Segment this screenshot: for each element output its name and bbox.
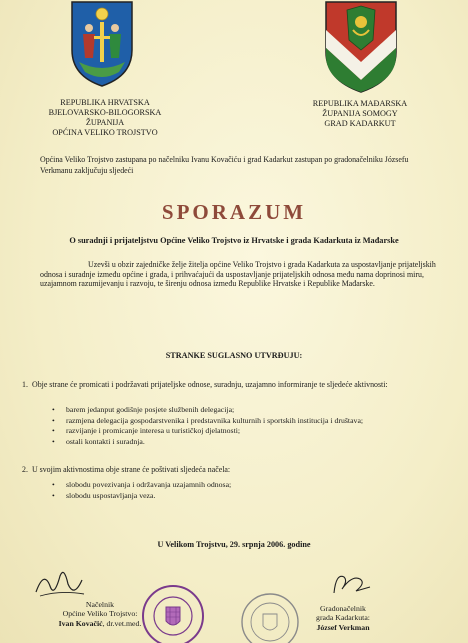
list-item: • slobodu povezivanja i održavanja uzajamnih odnosa; (52, 480, 442, 491)
signer-role: Gradonačelnik (320, 604, 366, 613)
kadarkut-coat-of-arms (323, 0, 399, 94)
signer-name-line (288, 623, 398, 632)
signer-right (288, 604, 398, 632)
preamble-paragraph: Uzevši u obzir zajedničke želje žitelja općine Veliko Trojstvo i grada Kadarkuta za uspostavljanje prijateljskih odnosa i suradnje između općine i grada, i prihvaćajući da uspostavljanje prijateljskih odnosa među nama doprinosi miru, uzajamnom razumijevanju i razvoju, te širenju odnosa između Republike Hrvatske i Republike Mađarske. (40, 260, 436, 289)
signer-name: József Verkman (316, 622, 370, 632)
header-right-line: ŽUPANIJA SOMOGY (322, 109, 398, 118)
agreement-item-1 (22, 380, 440, 390)
agreement-item-2 (22, 465, 440, 475)
header-right (298, 99, 422, 129)
right-signature (326, 567, 376, 605)
list-item: • razmjena delegacija gospodarstvenika i predstavnika kulturnih i sportskih institucija i društava; (52, 416, 442, 427)
date-line: U Velikom Trojstvu, 29. srpnja 2006. godine (157, 540, 311, 549)
header-left-line: BJELOVARSKO-BILOGORSKA ŽUPANIJA (48, 108, 162, 127)
left-signature (30, 562, 90, 604)
header-left-line: REPUBLIKA HRVATSKA (60, 98, 150, 107)
header-right-line: GRAD KADARKUT (324, 119, 396, 128)
header-left (40, 98, 170, 138)
intro-text: Općina Veliko Trojstvo zastupana po načelniku Ivanu Kovačiću i grad Kadarkut zastupan po gradonačelniku Józsefu Verkmanu zaključuju sljedeći (40, 155, 409, 175)
signer-name: Ivan Kovačić (58, 618, 103, 628)
list-item: • barem jedanput godišnje posjete službenih delegacija; (52, 405, 442, 416)
item-number: 1. (22, 380, 28, 389)
signer-org: Općine Veliko Trojstvo: (62, 609, 138, 619)
item-number: 2. (22, 465, 28, 474)
item-1-bullets (52, 405, 442, 447)
signer-role: Načelnik (85, 600, 115, 609)
header-right-line: REPUBLIKA MAĐARSKA (312, 99, 408, 108)
item-2-bullets (52, 480, 442, 501)
list-item: • razvijanje i promicanje interesa u turističkoj djelatnosti; (52, 426, 442, 437)
document-title: SPORAZUM (161, 200, 307, 224)
list-item: • ostali kontakti i suradnja. (52, 437, 442, 448)
signer-left (30, 600, 170, 628)
signer-suffix: , dr.vet.med. (102, 618, 142, 628)
veliko-trojstvo-coat-of-arms (69, 0, 135, 88)
signer-org: grada Kadarkuta: (316, 613, 370, 623)
header-left-line: OPĆINA VELIKO TROJSTVO (52, 128, 158, 137)
item-text: Obje strane će promicati i podržavati prijateljske odnose, suradnju, uzajamno informiranje te sljedeće aktivnosti: (32, 380, 388, 389)
section-title: STRANKE SUGLASNO UTVRĐUJU: (165, 351, 303, 360)
item-text: U svojim aktivnostima obje strane će poštivati sljedeća načela: (32, 465, 231, 474)
document-subtitle: O suradnji i prijateljstvu Općine Veliko Trojstvo iz Hrvatske i grada Kadarkuta iz Mađarske (69, 236, 399, 245)
signer-name-line (30, 619, 170, 628)
list-item: • slobodu uspostavljanja veza. (52, 491, 442, 502)
